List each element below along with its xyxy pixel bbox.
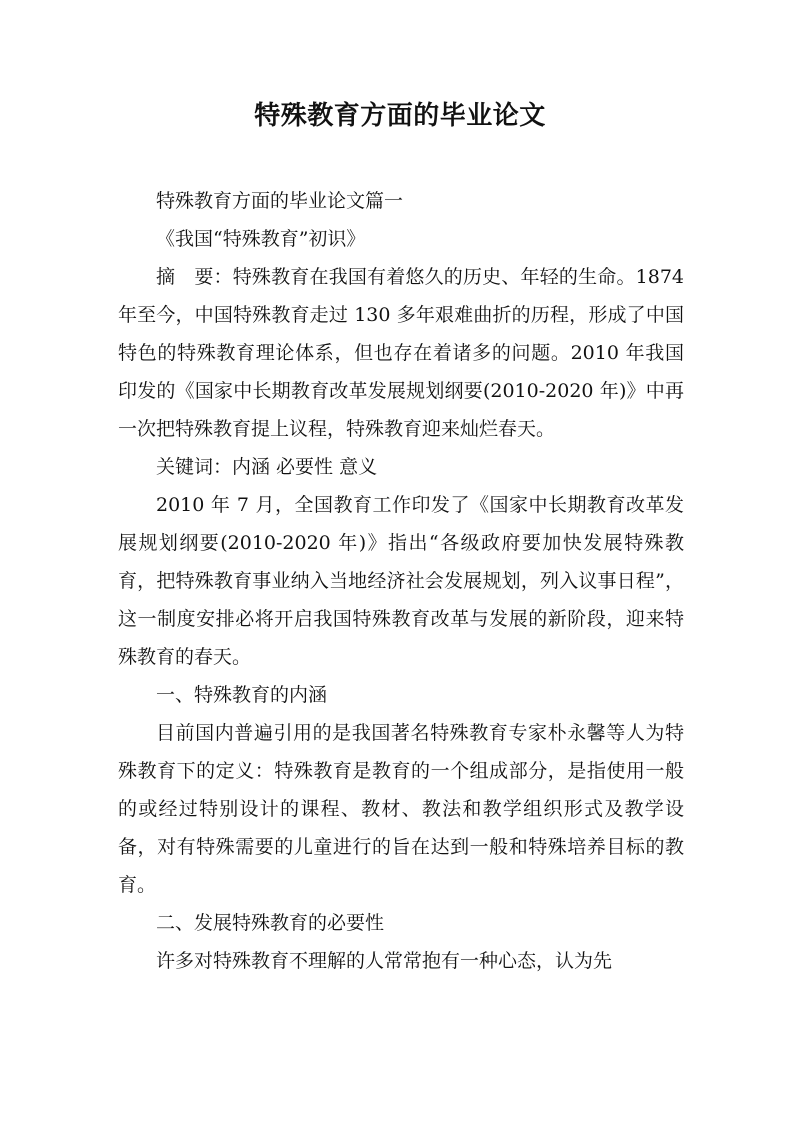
paragraph-necessity: 许多对特殊教育不理解的人常常抱有一种心态，认为先 bbox=[156, 950, 613, 972]
paragraph-keywords: 关键词：内涵 必要性 意义 bbox=[156, 456, 378, 478]
paragraph-heading-1: 一、特殊教育的内涵 bbox=[156, 684, 328, 706]
document-title: 特殊教育方面的毕业论文 bbox=[254, 101, 546, 131]
paragraph-article-title: 《我国“特殊教育”初识》 bbox=[156, 228, 366, 250]
paragraph-abstract: 摘 要：特殊教育在我国有着悠久的历史、年轻的生命。1874 年至今，中国特殊教育走过 130 多年艰难曲折的历程，形成了中国特色的特殊教育理论体系，但也存在着诸多的问题。2010 年我国印发的《国家中长期教育改革发展规划纲要(2010-2020 年)》中再一次把特殊教育提上议程，特殊教育迎来灿烂春天。 bbox=[118, 266, 684, 440]
paragraph-heading-2: 二、发展特殊教育的必要性 bbox=[156, 912, 385, 934]
paragraph-definition: 目前国内普遍引用的是我国著名特殊教育专家朴永馨等人为特殊教育下的定义：特殊教育是教育的一个组成部分，是指使用一般的或经过特别设计的课程、教材、教法和教学组织形式及教学设备，对有特殊需要的儿童进行的旨在达到一般和特殊培养目标的教育。 bbox=[118, 722, 684, 896]
paragraph-intro: 2010 年 7 月，全国教育工作印发了《国家中长期教育改革发展规划纲要(2010-2020 年)》指出“各级政府要加快发展特殊教育，把特殊教育事业纳入当地经济社会发展规划，列入议事日程”，这一制度安排必将开启我国特殊教育改革与发展的新阶段，迎来特殊教育的春天。 bbox=[118, 494, 684, 668]
document-body bbox=[118, 182, 684, 980]
paragraph-section-heading: 特殊教育方面的毕业论文篇一 bbox=[156, 190, 404, 212]
